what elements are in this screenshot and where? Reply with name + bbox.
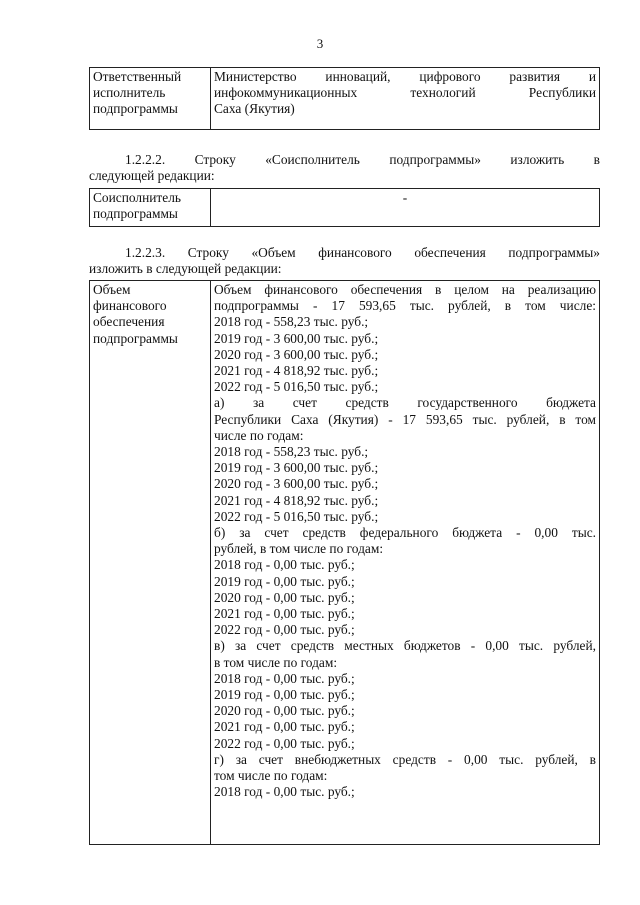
value-line: 2022 год - 5 016,50 тыс. руб.; [214, 508, 379, 524]
value-line: 2020 год - 3 600,00 тыс. руб.; [214, 476, 379, 492]
paragraph-line: 1.2.2.3. Строку «Объем финансового обеспечения подпрограммы» [125, 245, 600, 260]
value-line: том числе по годам: [214, 768, 328, 784]
value-line: 2018 год - 0,00 тыс. руб.; [214, 557, 355, 573]
value-line: Министерство инноваций, цифрового развития и [214, 69, 596, 84]
value-line: в том числе по годам: [214, 654, 338, 670]
page-number: 3 [316, 36, 324, 51]
value-line: числе по годам: [214, 427, 304, 443]
row-label-cell [90, 189, 211, 227]
value-line: 2022 год - 0,00 тыс. руб.; [214, 622, 355, 638]
value-line: Республики Саха (Якутия) - 17 593,65 тыс. рублей, в том [214, 411, 596, 427]
label-line: Соисполнитель [93, 190, 182, 205]
value-line: а) за счет средств государственного бюджета [214, 395, 596, 411]
value-line: 2018 год - 0,00 тыс. руб.; [214, 670, 355, 686]
label-line: обеспечения [93, 314, 165, 330]
value-line: подпрограммы - 17 593,65 тыс. рублей, в том числе: [214, 298, 596, 314]
paragraph-1-2-2-2 [89, 152, 600, 184]
paragraph-line: изложить в следующей редакции: [89, 261, 282, 276]
value-line: 2018 год - 558,23 тыс. руб.; [214, 314, 369, 330]
value-line: инфокоммуникационных технологий Республики [214, 85, 596, 101]
value-line: Саха (Якутия) [214, 101, 295, 117]
value-line: 2022 год - 0,00 тыс. руб.; [214, 735, 355, 751]
value-line: 2020 год - 0,00 тыс. руб.; [214, 703, 355, 719]
value-line: 2020 год - 0,00 тыс. руб.; [214, 589, 355, 605]
value-line: 2019 год - 0,00 тыс. руб.; [214, 687, 355, 703]
value-line: 2021 год - 4 818,92 тыс. руб.; [214, 492, 379, 508]
table-row [90, 68, 600, 130]
row-value-cell [211, 189, 600, 227]
paragraph-1-2-2-3 [89, 245, 600, 277]
label-line: подпрограммы [93, 206, 178, 222]
value-line: 2021 год - 0,00 тыс. руб.; [214, 719, 355, 735]
value-line: 2020 год - 3 600,00 тыс. руб.; [214, 346, 379, 362]
row-label-cell [90, 68, 211, 130]
value-line: г) за счет внебюджетных средств - 0,00 тыс. рублей, в [214, 751, 596, 767]
value-line: рублей, в том числе по годам: [214, 541, 384, 557]
co-executor-table [89, 188, 600, 227]
value-line: 2022 год - 5 016,50 тыс. руб.; [214, 379, 379, 395]
responsible-executor-table [89, 67, 600, 130]
value-line: 2019 год - 3 600,00 тыс. руб.; [214, 330, 379, 346]
label-line: исполнитель [93, 85, 166, 101]
value-line: 2018 год - 0,00 тыс. руб.; [214, 784, 355, 800]
table-row [90, 281, 600, 845]
value-line: 2021 год - 4 818,92 тыс. руб.; [214, 363, 379, 379]
table-row [90, 189, 600, 227]
value-line: 2019 год - 0,00 тыс. руб.; [214, 573, 355, 589]
label-line: подпрограммы [93, 101, 178, 117]
label-line: Объем [93, 282, 131, 297]
value-line: 2019 год - 3 600,00 тыс. руб.; [214, 460, 379, 476]
value-line: Объем финансового обеспечения в целом на реализацию [214, 282, 596, 297]
label-line: финансового [93, 298, 167, 314]
value-line: 2021 год - 0,00 тыс. руб.; [214, 606, 355, 622]
funding-volume-table [89, 280, 600, 845]
value-line: б) за счет средств федерального бюджета - 0,00 тыс. [214, 525, 596, 541]
row-value-cell [211, 281, 600, 845]
paragraph-line: следующей редакции: [89, 168, 215, 183]
paragraph-line: 1.2.2.2. Строку «Соисполнитель подпрограммы» изложить в [125, 152, 600, 167]
value-dash: - [402, 190, 408, 205]
row-value-cell [211, 68, 600, 130]
row-label-cell [90, 281, 211, 845]
label-line: подпрограммы [93, 330, 178, 346]
value-line: в) за счет средств местных бюджетов - 0,00 тыс. рублей, [214, 638, 596, 654]
value-line: 2018 год - 558,23 тыс. руб.; [214, 444, 369, 460]
label-line: Ответственный [93, 69, 182, 84]
